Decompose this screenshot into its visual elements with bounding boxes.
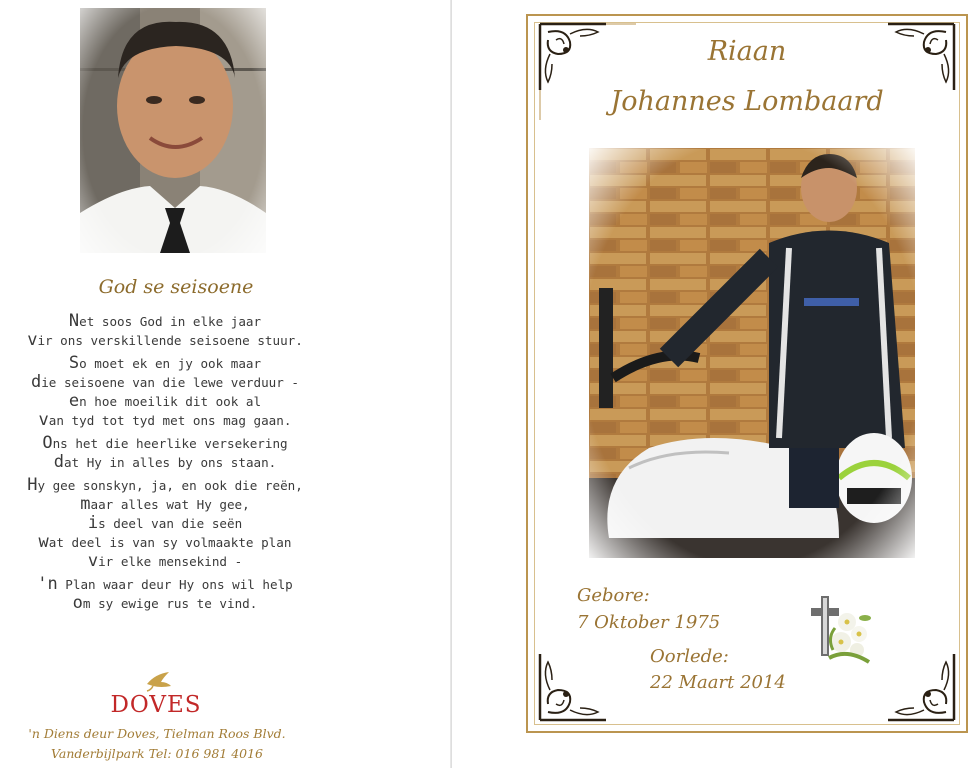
footer-address: 'n Diens deur Doves, Tielman Roos Blvd. [28, 726, 286, 741]
poem-stanza [0, 575, 330, 613]
poem-title: God se seisoene [98, 276, 254, 298]
brand-name: DOVES [110, 692, 202, 718]
poem-line: 'n Plan waar deur Hy ons wil help [37, 574, 293, 594]
dove-logo-icon [143, 670, 173, 692]
died-date: 22 Maart 2014 [650, 672, 786, 693]
poem-line: Net soos God in elke jaar [68, 311, 262, 331]
poem-line: Ons het die heerlike versekering [42, 433, 288, 453]
poem-stanza [0, 354, 330, 430]
poem-line: So moet ek en jy ook maar [68, 353, 262, 373]
deceased-full-name: Johannes Lombaard [610, 86, 884, 117]
portrait-photo [80, 8, 266, 253]
left-page [0, 0, 452, 768]
poem-line: en hoe moeilik dit ook al [68, 391, 262, 411]
poem-line: vir elke mensekind - [87, 551, 243, 571]
poem-line: van tyd tot tyd met ons mag gaan. [38, 410, 292, 430]
memorial-photo [589, 148, 915, 558]
deceased-first-name: Riaan [707, 36, 787, 67]
born-date: 7 Oktober 1975 [577, 612, 721, 633]
cross-with-flowers-icon [807, 588, 877, 672]
poem-line: maar alles wat Hy gee, [80, 494, 250, 514]
poem-line: wat deel is van sy volmaakte plan [38, 532, 292, 552]
footer-phone: Vanderbijlpark Tel: 016 981 4016 [50, 746, 264, 761]
poem-line: vir ons verskillende seisoene stuur. [27, 330, 303, 350]
poem-line: Hy gee sonskyn, ja, en ook die reën, [27, 475, 303, 495]
poem-text [0, 312, 330, 617]
poem-stanza [0, 312, 330, 350]
poem-line: is deel van die seën [87, 513, 243, 533]
born-label: Gebore: [577, 585, 650, 606]
right-page [452, 0, 974, 768]
poem-stanza [0, 476, 330, 571]
poem-line: dat Hy in alles by ons staan. [53, 452, 277, 472]
poem-stanza [0, 434, 330, 472]
poem-line: die seisoene van die lewe verduur - [30, 372, 300, 392]
died-label: Oorlede: [650, 646, 729, 667]
poem-line: om sy ewige rus te vind. [72, 593, 258, 613]
